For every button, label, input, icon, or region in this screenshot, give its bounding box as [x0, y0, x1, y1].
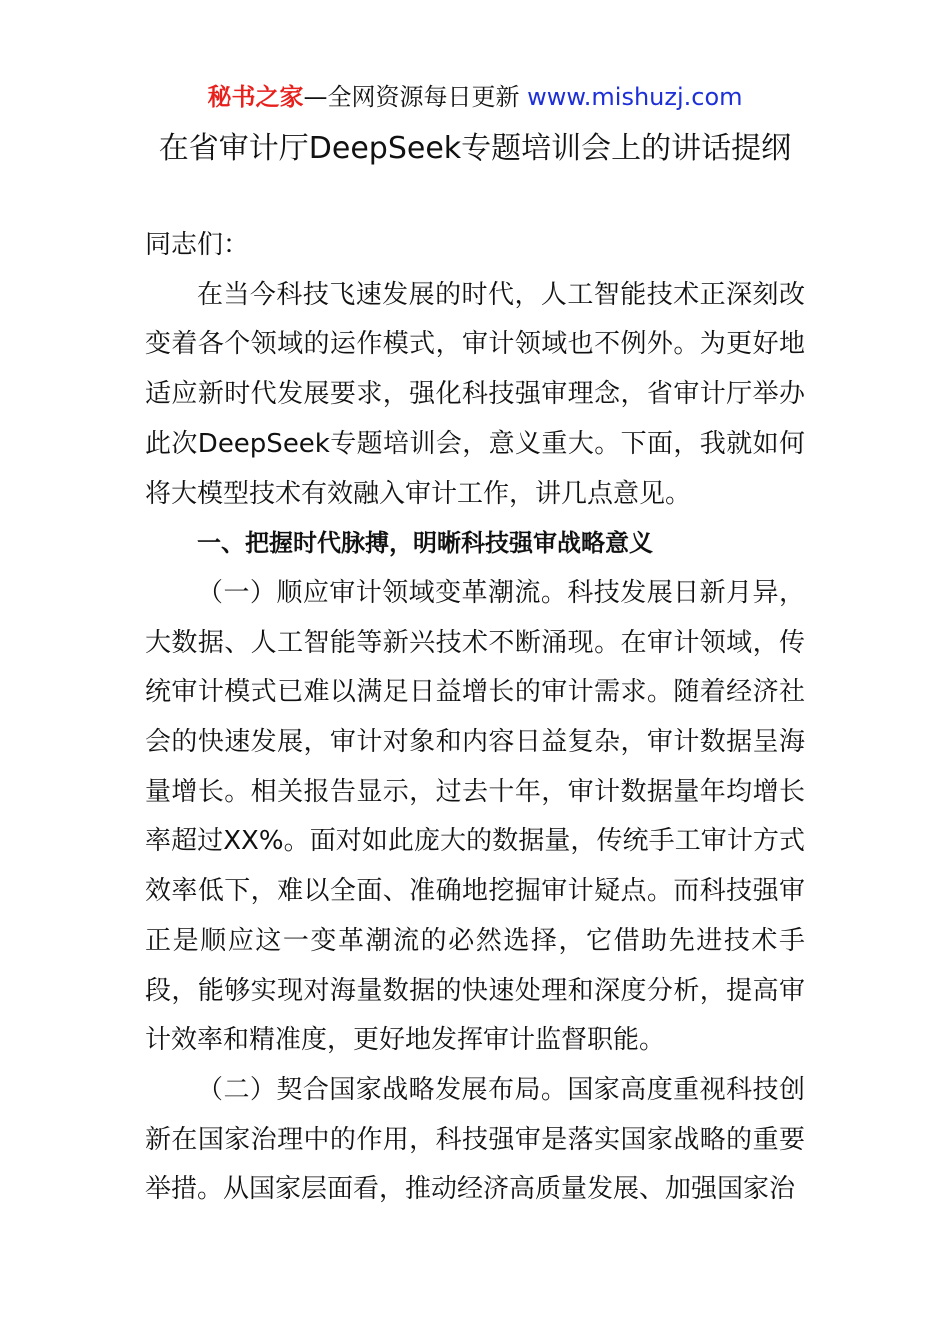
document-body: [145, 221, 805, 1215]
intro-paragraph: 在当今科技飞速发展的时代，人工智能技术正深刻改变着各个领域的运作模式，审计领域也不例外。为更好地适应新时代发展要求，强化科技强审理念，省审计厅举办此次DeepSeek专题培训会，意义重大。下面，我就如何将大模型技术有效融入审计工作，讲几点意见。: [145, 279, 805, 509]
header-tagline: —全网资源每日更新: [303, 83, 528, 111]
section-heading: 一、把握时代脉搏，明晰科技强审战略意义: [197, 529, 653, 558]
document-title: 在省审计厅DeepSeek专题培训会上的讲话提纲: [158, 131, 792, 166]
brand-name: 秘书之家: [207, 83, 304, 111]
salutation: 同志们：: [145, 230, 250, 260]
paragraph: （一）顺应审计领域变革潮流。科技发展日新月异，大数据、人工智能等新兴技术不断涌现。在审计领域，传统审计模式已难以满足日益增长的审计需求。随着经济社会的快速发展，审计对象和内容日益复杂，审计数据呈海量增长。相关报告显示，过去十年，审计数据量年均增长率超过XX%。面对如此庞大的数据量，传统手工审计方式效率低下，难以全面、准确地挖掘审计疑点。而科技强审正是顺应这一变革潮流的必然选择，它借助先进技术手段，能够实现对海量数据的快速处理和深度分析，提高审计效率和精准度，更好地发挥审计监督职能。: [145, 577, 805, 1056]
site-header: [0, 80, 950, 114]
site-url-link[interactable]: www.mishuzj.com: [527, 83, 743, 111]
paragraph: （二）契合国家战略发展布局。国家高度重视科技创新在国家治理中的作用，科技强审是落实国家战略的重要举措。从国家层面看，推动经济高质量发展、加强国家治: [145, 1074, 805, 1205]
